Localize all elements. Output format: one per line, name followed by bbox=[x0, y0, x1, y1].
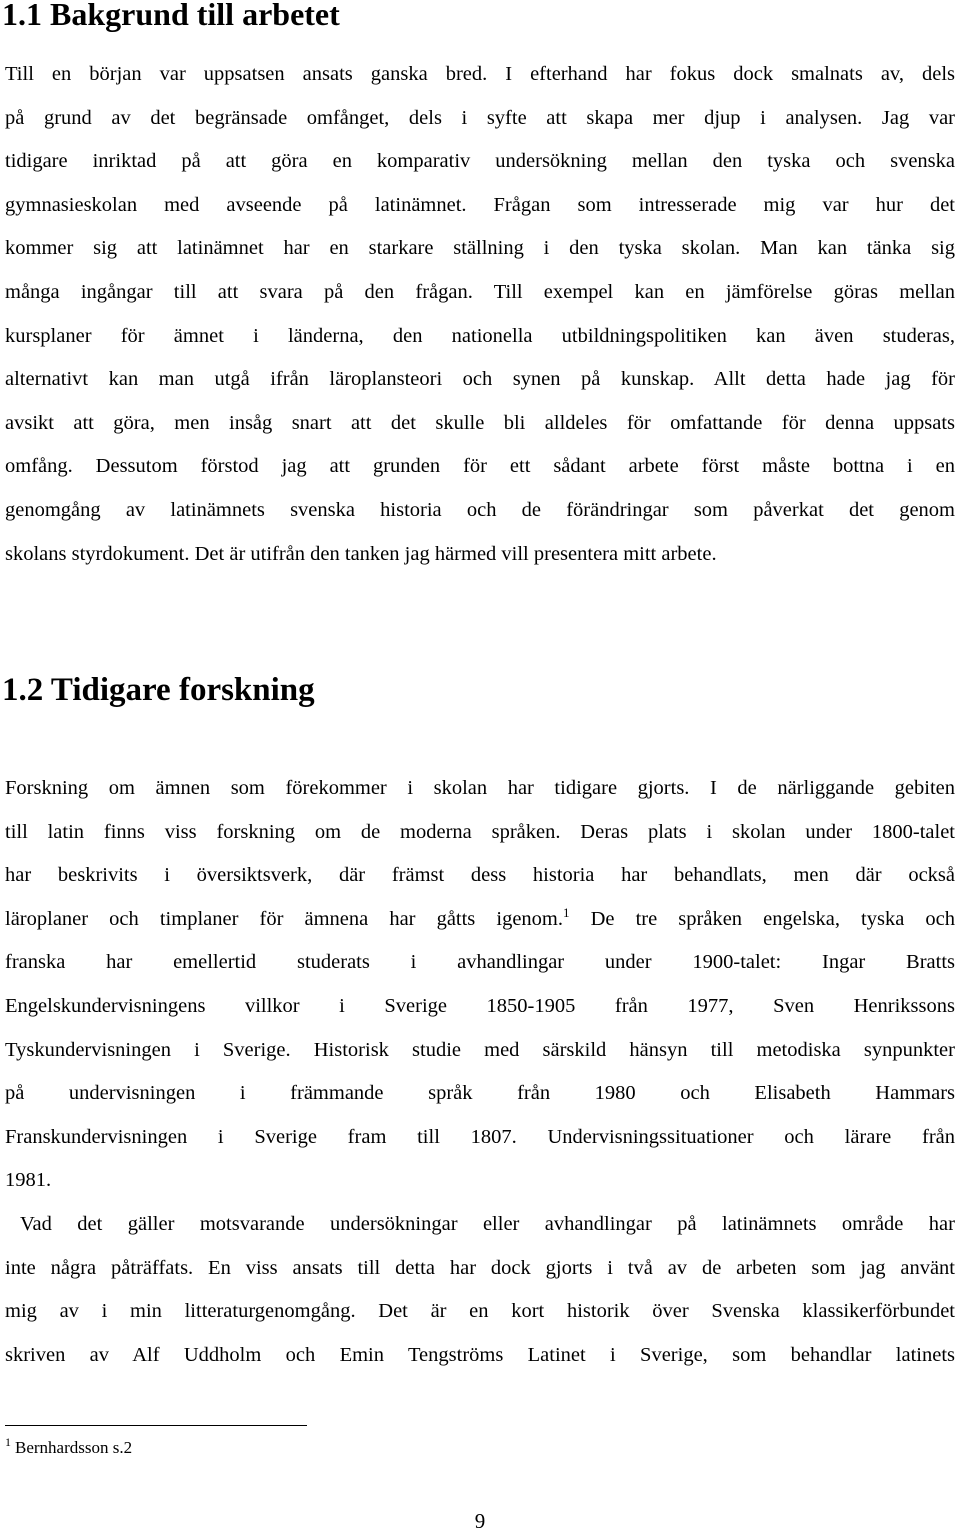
footnote-marker: 1 bbox=[5, 1435, 11, 1450]
paragraph-tidigare-forskning bbox=[5, 767, 955, 1377]
text-line bbox=[5, 898, 955, 942]
text-line: på undervisningen i främmande språk från 1980 och Elisabeth Hammars bbox=[5, 1082, 955, 1105]
text-line: alternativt kan man utgå ifrån läroplansteori och synen på kunskap. Allt detta hade jag för bbox=[5, 368, 955, 391]
text-line: genomgång av latinämnets svenska historia och de förändringar som påverkat det genom bbox=[5, 498, 955, 521]
text-line: omfång. Dessutom förstod jag att grunden för ett sådant arbete först måste bottna i en bbox=[5, 455, 955, 478]
text-line: Franskundervisningen i Sverige fram till 1807. Undervisningssituationer och lärare från bbox=[5, 1125, 955, 1148]
paragraph-bakgrund bbox=[5, 53, 955, 576]
text-line: Forskning om ämnen som förekommer i skolan har tidigare gjorts. I de närliggande gebiten bbox=[5, 777, 955, 799]
section-heading-bakgrund: 1.1 Bakgrund till arbetet bbox=[2, 0, 340, 32]
text-line: på grund av det begränsade omfånget, dels i syfte att skapa mer djup i analysen. Jag var bbox=[5, 106, 955, 129]
text-line: många ingångar till att svara på den frågan. Till exempel kan en jämförelse göras mellan bbox=[5, 280, 955, 303]
text-line: har beskrivits i översiktsverk, där främst dess historia har behandlats, men där också bbox=[5, 864, 955, 887]
section-heading-tidigare-forskning: 1.2 Tidigare forskning bbox=[2, 672, 315, 708]
footnote-reference[interactable]: 1 bbox=[563, 904, 570, 920]
text-line: tidigare inriktad på att göra en komparativ undersökning mellan den tyska och svenska bbox=[5, 150, 955, 173]
text-line: skolans styrdokument. Det är utifrån den tanken jag härmed vill presentera mitt arbete. bbox=[5, 542, 717, 565]
text-line: Vad det gäller motsvarande undersökningar eller avhandlingar på latinämnets område har bbox=[20, 1212, 955, 1235]
text-line: gymnasieskolan med avseende på latinämnet. Frågan som intresserade mig var hur det bbox=[5, 193, 955, 216]
footnote bbox=[5, 1436, 132, 1460]
text-line: mig av i min litteraturgenomgång. Det är en kort historik över Svenska klassikerförbundet bbox=[5, 1300, 955, 1323]
text-segment: De tre språken engelska, tyska och bbox=[590, 907, 956, 930]
footnote-divider bbox=[5, 1425, 307, 1426]
text-line: Till en början var uppsatsen ansats ganska bred. I efterhand har fokus dock smalnats av, dels bbox=[5, 63, 955, 85]
text-line: till latin finns viss forskning om de moderna språken. Deras plats i skolan under 1800-talet bbox=[5, 820, 955, 843]
text-line: Engelskundervisningens villkor i Sverige 1850-1905 från 1977, Sven Henrikssons bbox=[5, 994, 955, 1017]
text-line: 1981. bbox=[5, 1169, 52, 1192]
page-number: 9 bbox=[474, 1509, 486, 1533]
text-segment: läroplaner och timplaner för ämnena har gåtts igenom. bbox=[5, 907, 563, 930]
text-line: inte några påträffats. En viss ansats till detta har dock gjorts i två av de arbeten som jag använt bbox=[5, 1256, 955, 1279]
footnote-text: Bernhardsson s.2 bbox=[15, 1438, 133, 1457]
text-line: franska har emellertid studerats i avhandlingar under 1900-talet: Ingar Bratts bbox=[5, 951, 955, 974]
text-line: kommer sig att latinämnet har en starkare ställning i den tyska skolan. Man kan tänka sig bbox=[5, 237, 955, 260]
text-line: Tyskundervisningen i Sverige. Historisk studie med särskild hänsyn till metodiska synpunkter bbox=[5, 1038, 955, 1061]
text-line: avsikt att göra, men insåg snart att det skulle bli alldeles för omfattande för denna uppsats bbox=[5, 411, 955, 434]
text-line: kursplaner för ämnet i länderna, den nationella utbildningspolitiken kan även studeras, bbox=[5, 324, 955, 347]
text-line: skriven av Alf Uddholm och Emin Tengströms Latinet i Sverige, som behandlar latinets bbox=[5, 1343, 955, 1366]
